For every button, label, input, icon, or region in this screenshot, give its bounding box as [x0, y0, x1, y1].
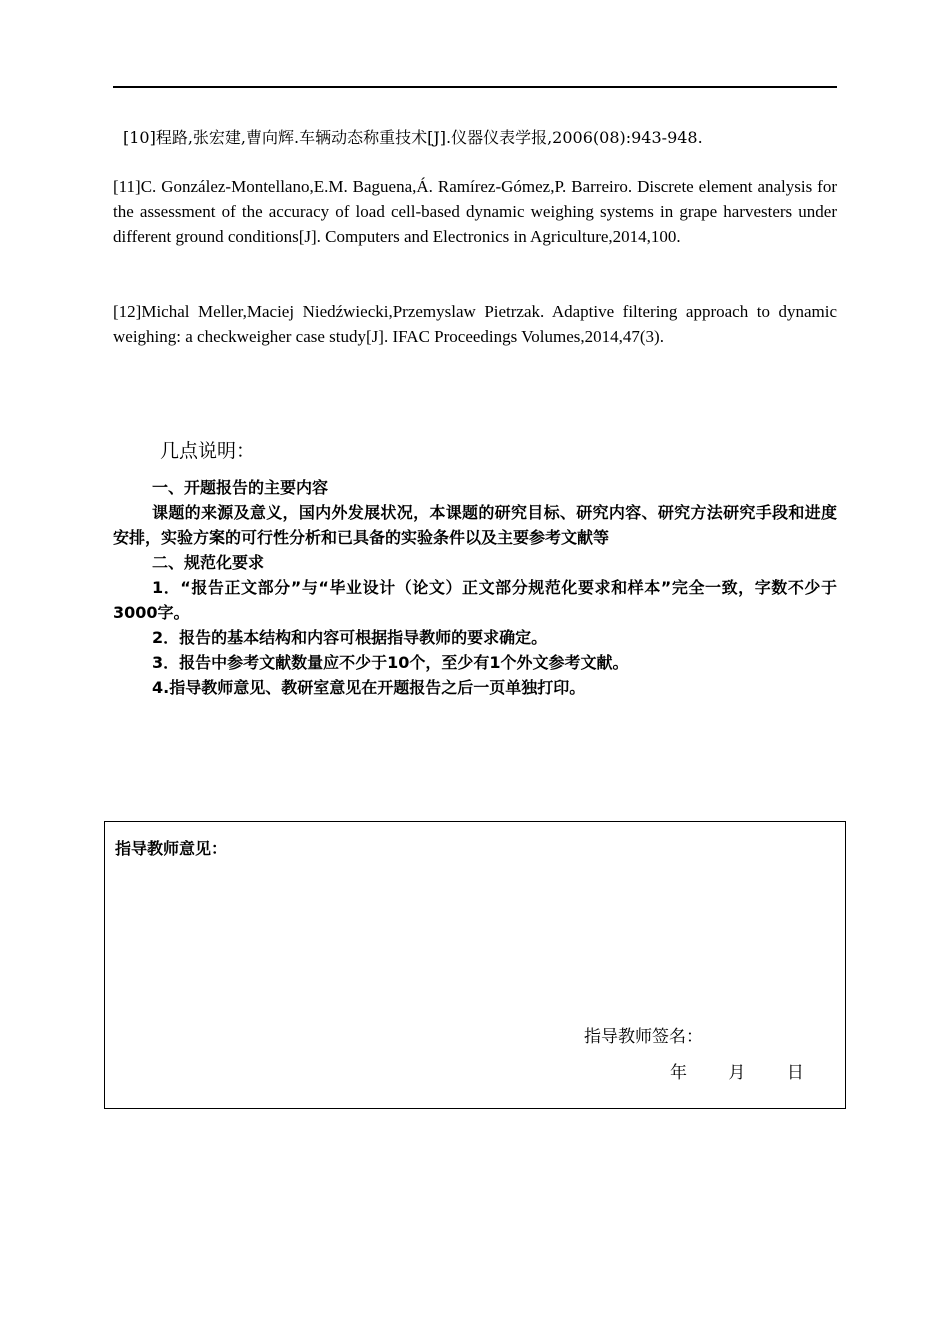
date-day: 日	[786, 1063, 804, 1083]
notes-section-1-text: 课题的来源及意义，国内外发展状况，本课题的研究目标、研究内容、研究方法研究手段和进度安排，实验方案的可行性分析和已具备的实验条件以及主要参考文献等	[113, 503, 837, 547]
date-year: 年	[670, 1063, 687, 1083]
advisor-opinion-box[interactable]	[104, 821, 846, 1109]
date-month: 月	[728, 1063, 746, 1083]
reference-10: [10]程路,张宏建,曹向辉.车辆动态称重技术[J].仪器仪表学报,2006(08):943-948.	[123, 128, 703, 147]
advisor-signature-label: 指导教师签名：	[584, 1027, 703, 1047]
notes-section-2-heading: 二、规范化要求	[152, 553, 265, 572]
reference-12: [12]Michal Meller,Maciej Niedźwiecki,Przemyslaw Pietrzak. Adaptive filtering approach to dynamic weighing: a checkweigher case study[J]. IFAC Proceedings Volumes,2014,47(3).	[113, 302, 837, 346]
reference-11: [11]C. González-Montellano,E.M. Baguena,Á. Ramírez-Gómez,P. Barreiro. Discrete element analysis for the assessment of the accuracy of load cell-based dynamic weighing systems in grape harvesters under different ground conditions[J]. Computers and Electronics in Agriculture,2014,100.	[113, 177, 837, 246]
header-rule	[113, 86, 837, 88]
notes-item-4: 4.指导教师意见、教研室意见在开题报告之后一页单独打印。	[152, 678, 586, 697]
notes-item-1: 1．“报告正文部分”与“毕业设计（论文）正文部分规范化要求和样本”完全一致，字数不少于3000字。	[113, 578, 837, 622]
notes-body	[113, 475, 837, 700]
notes-section-1-heading: 一、开题报告的主要内容	[152, 478, 329, 497]
notes-title: 几点说明：	[160, 440, 256, 462]
notes-item-3: 3．报告中参考文献数量应不少于10个，至少有1个外文参考文献。	[152, 653, 629, 672]
signature-date	[670, 1058, 804, 1083]
notes-item-2: 2．报告的基本结构和内容可根据指导教师的要求确定。	[152, 628, 548, 647]
advisor-opinion-label: 指导教师意见：	[115, 839, 228, 858]
